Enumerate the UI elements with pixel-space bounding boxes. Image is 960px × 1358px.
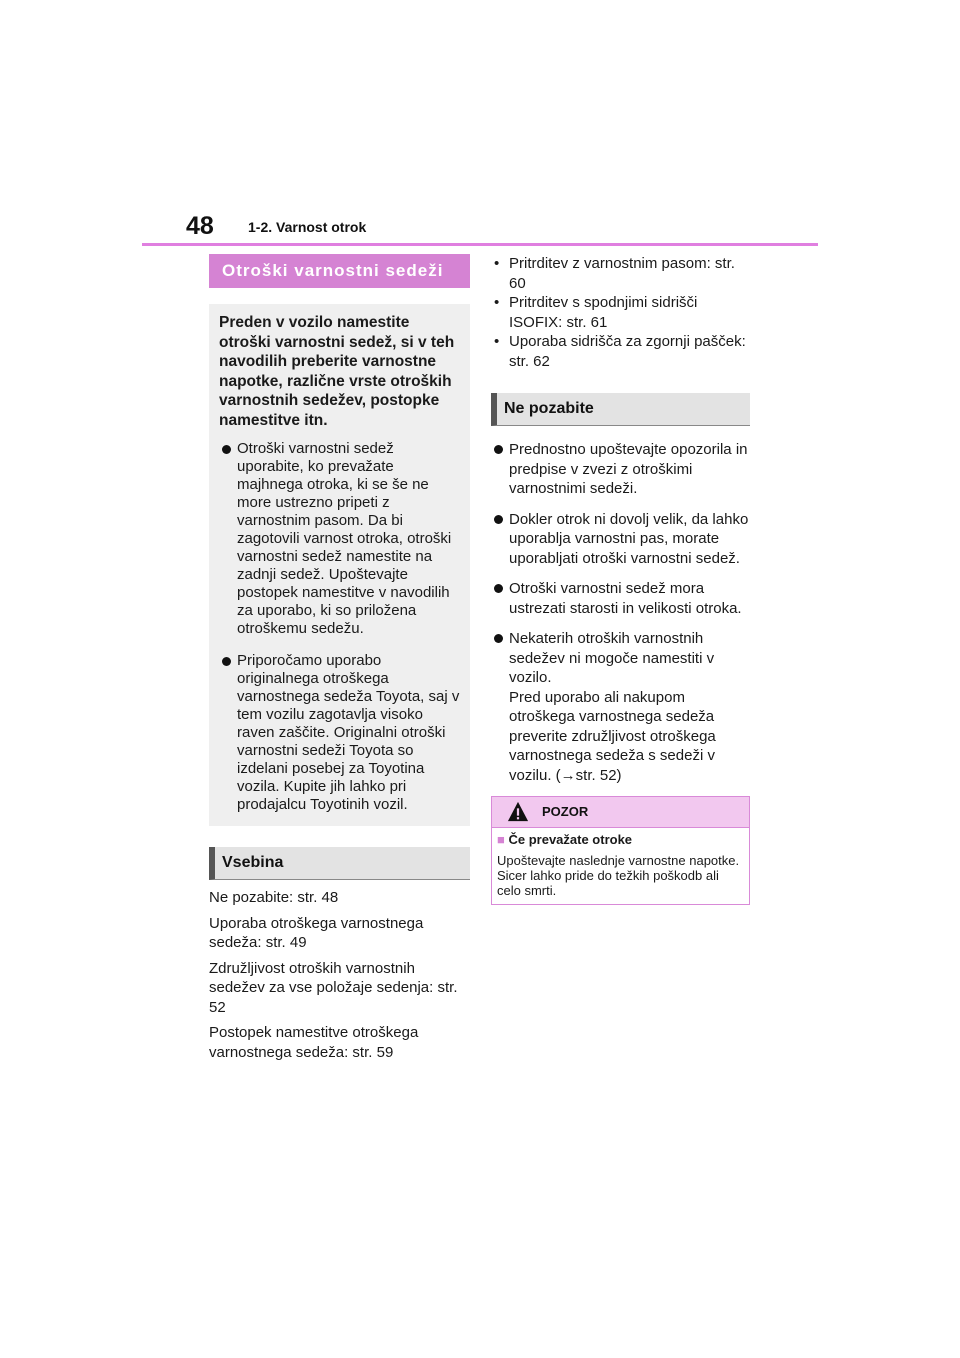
list-item [491, 293, 750, 332]
reminder-bullet [491, 440, 750, 499]
bullet-dot-icon [222, 445, 231, 454]
bullet-dot-icon [494, 634, 503, 643]
intro-bullet-text: Priporočamo uporabo originalnega otroškega varnostnega sedeža Toyota, saj v tem vozilu zagotavlja visoko raven zaščite. Originalni otroški varnostni sedeži Toyota so izdelani posebej za Toyotina vozila. Kupite jih lahko pri prodajalcu Toyotinih vozil. [237, 652, 460, 813]
reminder-list [491, 440, 750, 785]
list-item [491, 332, 750, 371]
warning-box [491, 796, 750, 905]
list-item [491, 254, 750, 293]
contents-item: Ne pozabite: str. 48 [209, 889, 339, 906]
warning-text: Upoštevajte naslednje varnostne napotke. Sicer lahko pride do težkih poškodb ali celo smrti. [497, 853, 740, 898]
left-column [209, 254, 470, 1068]
contents-item: Združljivost otroških varnostnih sedežev za vse položaje sedenja: str. 52 [209, 959, 458, 1016]
list-bullet: • [494, 294, 500, 311]
warning-subheading [497, 832, 744, 847]
intro-bullet [219, 652, 460, 814]
intro-box [209, 304, 470, 826]
intro-bullet-text: Otroški varnostni sedež uporabite, ko prevažate majhnega otroka, ki se še ne more ustrezno pripeti z varnostnim pasom. Da bi zagotovili varnost otroka, otroški varnostni sedež namestite na zadnji sedež. Upoštevajte postopek namestitve v navodilih za uporabo, ki so priložena otroškemu sedežu. [237, 440, 452, 637]
header-rule [142, 243, 818, 246]
list-bullet: • [494, 255, 500, 272]
list-item-text: Uporaba sidrišča za zgornji pašček: str. 62 [509, 333, 746, 370]
intro-bullet [219, 440, 460, 638]
contents-heading: Vsebina [209, 847, 470, 880]
attachment-list [491, 254, 750, 371]
reminder-heading: Ne pozabite [491, 393, 750, 426]
list-item-text: Pritrditev s spodnjimi sidrišči ISOFIX: str. 61 [509, 294, 698, 331]
bullet-dot-icon [222, 657, 231, 666]
bullet-dot-icon [494, 445, 503, 454]
list-bullet: • [494, 333, 500, 350]
right-column [491, 254, 750, 905]
reminder-text: Prednostno upoštevajte opozorila in predpise v zvezi z otroškimi varnostnimi sedeži. [509, 441, 748, 497]
warning-subheading-text: Če prevažate otroke [508, 832, 633, 847]
reminder-text: Nekaterih otroških varnostnih sedežev ni mogoče namestiti v vozilo. Pred uporabo ali nakupom otroškega varnostnega sedeža preverite združljivost otroškega varnostnega sedeža s sedeži v vozilu. (→str. 52) [509, 630, 716, 784]
warning-body [492, 828, 749, 904]
section-label: 1-2. Varnost otrok [248, 219, 367, 235]
section-title-banner: Otroški varnostni sedeži [209, 254, 470, 288]
square-bullet-icon: ■ [497, 832, 505, 847]
contents-item: Postopek namestitve otroškega varnostnega sedeža: str. 59 [209, 1024, 419, 1061]
list-item-text: Pritrditev z varnostnim pasom: str. 60 [509, 255, 735, 292]
intro-lead: Preden v vozilo namestite otroški varnostni sedež, si v teh navodilih preberite varnostne napotke, različne vrste otroških varnostnih sedežev, postopke namestitve itn. [219, 314, 455, 429]
reminder-text: Dokler otrok ni dovolj velik, da lahko uporablja varnostni pas, morate uporabljati otroški varnostni sedež. [509, 510, 749, 567]
reminder-bullet [491, 510, 750, 569]
contents-list [209, 888, 470, 1062]
contents-item: Uporaba otroškega varnostnega sedeža: str. 49 [209, 914, 424, 951]
reminder-bullet [491, 579, 750, 618]
warning-title: POZOR [542, 804, 589, 819]
reminder-text: Otroški varnostni sedež mora ustrezati starosti in velikosti otroka. [509, 580, 742, 617]
warning-triangle-icon [507, 801, 529, 823]
warning-header [492, 797, 749, 828]
bullet-dot-icon [494, 584, 503, 593]
bullet-dot-icon [494, 515, 503, 524]
page-number: 48 [186, 212, 214, 240]
reminder-bullet [491, 629, 750, 785]
